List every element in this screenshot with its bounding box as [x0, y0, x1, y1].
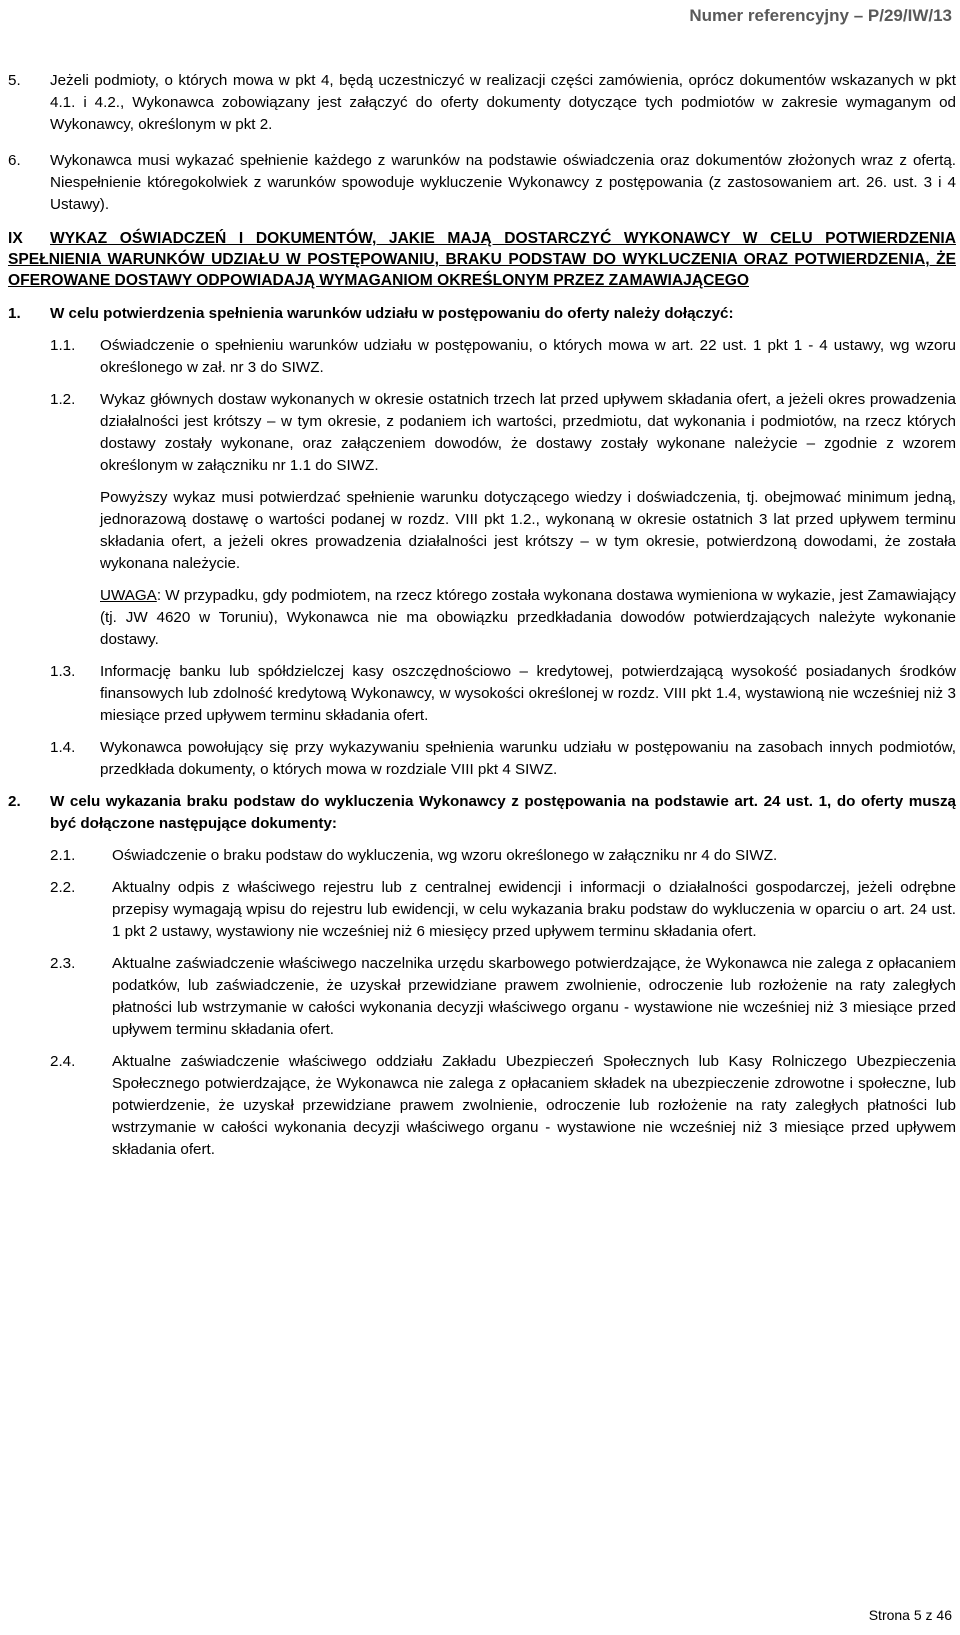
item-5-number: 5.: [8, 72, 21, 89]
point-2-4-text: Aktualne zaświadczenie właściwego oddziału Zakładu Ubezpieczeń Społecznych lub Kasy Rolniczego Ubezpieczenia Społecznego potwierdzające, że Wykonawca nie zalega z opłacaniem składek na ubezpieczenie zdrowotne i społeczne, lub potwierdzenie, że uzyskał przewidziane prawem zwolnienie, odroczenie lub rozłożenie na raty zaległych płatności lub wstrzymanie w całości wykonania decyzji właściwego organu - wystawione nie wcześniej niż 3 miesiące przed upływem składania ofert.: [112, 1053, 956, 1158]
uwaga-note: [100, 585, 956, 651]
point-1-2-text: Wykaz głównych dostaw wykonanych w okresie ostatnich trzech lat przed upływem składania ofert, a jeżeli okres prowadzenia działalności jest krótszy – w tym okresie, z podaniem ich wartości, przedmiotu, dat wykonania i podmiotów, na rzecz których dostawy zostały wykonane, oraz załączeniem dowodów, że dostawy zostały wykonane należycie – zgodnie z wzorem określonym w załączniku nr 1.1 do SIWZ.: [100, 391, 956, 474]
point-1-4-text: Wykonawca powołujący się przy wykazywaniu spełnienia warunku udziału w postępowaniu na zasobach innych podmiotów, przedkłada dokumenty, o których mowa w rozdziale VIII pkt 4 SIWZ.: [100, 739, 956, 778]
point-2-3-number: 2.3.: [50, 955, 76, 972]
point-2-4-number: 2.4.: [50, 1053, 76, 1070]
uwaga-text: : W przypadku, gdy podmiotem, na rzecz którego została wykonana dostawa wymieniona w wykazie, jest Zamawiający (tj. JW 4620 w Toruniu), Wykonawca nie ma obowiązku przedkładania dowodów potwierdzających należyte wykonanie dostawy.: [100, 587, 956, 648]
point-1-number: 1.: [8, 305, 21, 322]
point-1-4-number: 1.4.: [50, 739, 76, 756]
item-5-text: Jeżeli podmioty, o których mowa w pkt 4, będą uczestniczyć w realizacji części zamówienia, oprócz dokumentów wskazanych w pkt 4.1. i 4.2., Wykonawca zobowiązany jest załączyć do oferty dokumenty dotyczące tych podmiotów w zakresie wymaganym od Wykonawcy, określonym w pkt 2.: [50, 72, 956, 133]
point-1-3-number: 1.3.: [50, 663, 76, 680]
point-1-heading: W celu potwierdzenia spełnienia warunków udziału w postępowaniu do oferty należy dołączyć:: [50, 305, 734, 322]
point-2-2-text: Aktualny odpis z właściwego rejestru lub z centralnej ewidencji i informacji o działalności gospodarczej, jeżeli odrębne przepisy wymagają wpisu do rejestru lub ewidencji, w celu wykazania braku podstaw do wykluczenia w oparciu o art. 24 ust. 1 pkt 2 ustawy, wystawiony nie wcześniej niż 6 miesięcy przed upływem terminu składania ofert.: [112, 879, 956, 940]
uwaga-label: UWAGA: [100, 587, 157, 604]
point-1-1-number: 1.1.: [50, 337, 76, 354]
point-1-3-text: Informację banku lub spółdzielczej kasy oszczędnościowo – kredytowej, potwierdzającą wysokość posiadanych środków finansowych lub zdolność kredytową Wykonawcy, w wysokości określonej w rozdz. VIII pkt 1.4, wystawioną nie wcześniej niż 3 miesiące przed upływem terminu składania ofert.: [100, 663, 956, 724]
point-2-1-text: Oświadczenie o braku podstaw do wykluczenia, wg wzoru określonego w załączniku nr 4 do SIWZ.: [112, 847, 778, 864]
point-1-2-paragraph-2: Powyższy wykaz musi potwierdzać spełnienie warunku dotyczącego wiedzy i doświadczenia, tj. obejmować minimum jedną, jednorazową dostawę o wartości podanej w rozdz. VIII pkt 1.2., wykonaną w okresie ostatnich 3 lat przed upływem terminu składania ofert, a jeżeli okres prowadzenia działalności jest krótszy – w tym okresie, potwierdzoną dowodami, że została wykonana należycie.: [100, 489, 956, 572]
reference-number: Numer referencyjny – P/29/IW/13: [689, 6, 952, 25]
point-2-heading: W celu wykazania braku podstaw do wykluczenia Wykonawcy z postępowania na podstawie art. 24 ust. 1, do oferty muszą być dołączone następujące dokumenty:: [50, 793, 956, 832]
point-2-2-number: 2.2.: [50, 879, 76, 896]
point-2-number: 2.: [8, 793, 21, 810]
page-footer: Strona 5 z 46: [868, 1607, 952, 1623]
item-6-number: 6.: [8, 152, 21, 169]
point-2-1-number: 2.1.: [50, 847, 76, 864]
point-1-2-number: 1.2.: [50, 391, 76, 408]
item-6-text: Wykonawca musi wykazać spełnienie każdego z warunków na podstawie oświadczenia oraz dokumentów złożonych wraz z ofertą. Niespełnienie któregokolwiek z warunków spowoduje wykluczenie Wykonawcy z postępowania (z zastosowaniem art. 26. ust. 3 i 4 Ustawy).: [50, 152, 956, 213]
section-title: WYKAZ OŚWIADCZEŃ I DOKUMENTÓW, JAKIE MAJĄ DOSTARCZYĆ WYKONAWCY W CELU POTWIERDZENIA SPEŁNIENIA WARUNKÓW UDZIAŁU W POSTĘPOWANIU, BRAKU PODSTAW DO WYKLUCZENIA ORAZ POTWIERDZENIA, ŻE OFEROWANE DOSTAWY ODPOWIADAJĄ WYMAGANIOM OKREŚLONYM PRZEZ ZAMAWIAJĄCEGO: [8, 230, 956, 289]
point-1-1-text: Oświadczenie o spełnieniu warunków udziału w postępowaniu, o których mowa w art. 22 ust. 1 pkt 1 - 4 ustawy, wg wzoru określonego w zał. nr 3 do SIWZ.: [100, 337, 956, 376]
section-number: IX: [8, 230, 23, 247]
point-2-3-text: Aktualne zaświadczenie właściwego naczelnika urzędu skarbowego potwierdzające, że Wykonawca nie zalega z opłacaniem podatków, lub zaświadczenie, że uzyskał przewidziane prawem zwolnienie, odroczenie lub rozłożenie na raty zaległych płatności lub wstrzymanie w całości wykonania decyzji właściwego organu - wystawione nie wcześniej niż 3 miesiące przed upływem terminu składania ofert.: [112, 955, 956, 1038]
